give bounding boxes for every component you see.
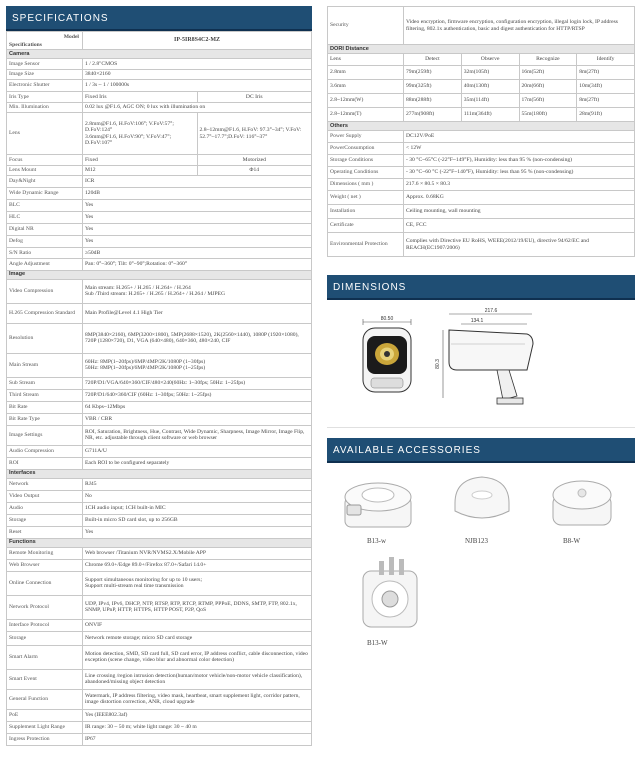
dori-cell: 2.8~12mm(T)	[328, 108, 404, 122]
spec-value: < 12W	[404, 143, 635, 155]
dori-cell: 55m(180ft)	[519, 108, 577, 122]
dori-header-cell: Recognize	[519, 54, 577, 66]
spec-value: Web browser /Titanium NVR/NVMS2.X/Mobile APP	[83, 547, 312, 559]
spec-key: Bit Rate	[7, 401, 83, 413]
spec-key: Ingress Protection	[7, 733, 83, 745]
spec-value: CE, FCC	[404, 219, 635, 233]
spec-key: Main Stream	[7, 353, 83, 377]
specifications-table-continued	[327, 6, 635, 257]
spec-key: Smart Event	[7, 669, 83, 689]
spec-value: Built-in micro SD card slot, up to 256GB	[83, 514, 312, 526]
interfaces-group: Interfaces	[7, 469, 312, 478]
spec-value: - 30 °C~65°C (-22°F~149°F), Humidity: less than 95 % (non-condensing)	[404, 155, 635, 167]
spec-value: 1 / 3s ~ 1 / 100000s	[83, 80, 312, 92]
spec-key: Interface Protocol	[7, 619, 83, 631]
spec-value: ONVIF	[83, 619, 312, 631]
spec-value: Complies with Directive EU RoHS, WEEE(2012/19/EU), directive 94/62/EC and REACH(EC1907/2006)	[404, 233, 635, 257]
spec-key: Image Sensor	[7, 59, 83, 70]
spec-key: General Function	[7, 689, 83, 709]
spec-key: Certificate	[328, 219, 404, 233]
spec-key: Lens Mount	[7, 165, 83, 176]
spec-key: Resolution	[7, 323, 83, 353]
model-row	[7, 32, 312, 50]
accessory-b13-w-side	[355, 557, 425, 636]
spec-key: Weight ( net )	[328, 191, 404, 205]
spec-key: PowerConsumption	[328, 143, 404, 155]
spec-key: Bit Rate Type	[7, 413, 83, 425]
spec-value: Fixed Iris	[83, 92, 198, 103]
spec-key: HLC	[7, 212, 83, 224]
specifications-header: SPECIFICATIONS	[6, 6, 312, 31]
spec-key: S/N Ratio	[7, 248, 83, 259]
spec-value: RJ45	[83, 478, 312, 490]
spec-value: Yes	[83, 526, 312, 538]
spec-value: Φ14	[197, 165, 312, 176]
spec-value: Pan: 0°~360°; Tilt: 0°~90°;Rotation: 0°~360°	[83, 258, 312, 270]
dori-cell: 20m(66ft)	[519, 80, 577, 94]
spec-value: Support multi-stream real time transmission	[85, 583, 184, 589]
accessory-b8-w	[549, 475, 615, 538]
dori-cell: 2.8mm	[328, 66, 404, 80]
spec-value: ICR	[83, 176, 312, 188]
dori-row	[328, 66, 635, 80]
dori-cell: 40m(130ft)	[461, 80, 519, 94]
dori-cell: 17m(56ft)	[519, 94, 577, 108]
spec-key: Online Connection	[7, 571, 83, 595]
dimensions-header: DIMENSIONS	[327, 275, 635, 300]
camera-group: Camera	[7, 50, 312, 59]
dori-row	[328, 94, 635, 108]
lens-value-a1: 2.8mm@F1.6, H.FoV:106°; V.FoV:57°; D.FoV:124°	[85, 120, 174, 134]
spec-value: Line crossing /region intrusion detection(human/motor vehicle/non-motor vehicle classification), abandoned/missing object detection	[83, 669, 312, 689]
spec-key: Angle Adjustment	[7, 258, 83, 270]
spec-key: H.265 Compression Standard	[7, 303, 83, 323]
spec-key: Reset	[7, 526, 83, 538]
spec-value: 3840×2160	[83, 69, 312, 80]
others-group: Others	[328, 122, 635, 131]
spec-value: Yes	[83, 200, 312, 212]
specifications-table	[6, 31, 312, 746]
body-length-label: 134.1	[470, 318, 484, 324]
model-label: Model	[63, 34, 79, 40]
spec-label: Specifications	[9, 41, 42, 48]
spec-value: Network remote storage; micro SD card storage	[83, 631, 312, 645]
spec-value: Motorized	[197, 155, 312, 166]
spec-key: Operating Conditions	[328, 167, 404, 179]
accessories-panel	[327, 463, 635, 668]
spec-key: Focus	[7, 155, 83, 166]
dori-header-row	[328, 54, 635, 66]
spec-key: Storage Conditions	[328, 155, 404, 167]
dori-cell: 28m(91ft)	[577, 108, 635, 122]
spec-value: Video encryption, firmware encryption, configuration encryption, illegal login lock, IP address filtering, 802.1x authentication, basic and digest authentication for HTTP/RTSP	[404, 7, 635, 45]
spec-value: No	[83, 490, 312, 502]
spec-value: Support simultaneous monitoring for up to 10 users;	[85, 576, 202, 583]
accessory-njb123	[451, 473, 513, 534]
accessory-b13-w-top	[343, 475, 415, 538]
spec-key: Installation	[328, 205, 404, 219]
spec-value: 60Hz: 8MP(1~20fps)/6MP/4MP/2K/1080P (1~30fps)	[85, 358, 206, 365]
spec-value: Fixed	[83, 155, 198, 166]
spec-value: Ceiling mounting, wall mounting	[404, 205, 635, 219]
camera-front-view	[363, 316, 411, 392]
dori-row	[328, 80, 635, 94]
spec-key: PoE	[7, 709, 83, 721]
dori-group: DORI Distance	[328, 45, 635, 54]
spec-key: Network Protocol	[7, 595, 83, 619]
spec-value: G711A/U	[83, 445, 312, 457]
spec-key: Lens	[7, 113, 83, 155]
dori-header-cell: Identify	[577, 54, 635, 66]
spec-value: IR range: 30 ~ 50 m; white light range: 30 ~ 40 m	[83, 721, 312, 733]
spec-key: Image Settings	[7, 425, 83, 445]
spec-value: Main stream: H.265+ / H.265 / H.264+ / H.264	[85, 284, 191, 291]
spec-value: DC12V/PoE	[404, 131, 635, 143]
spec-key: Environmental Protection	[328, 233, 404, 257]
spec-key: Digital NR	[7, 224, 83, 236]
spec-value: Sub /Third stream: H.265+ / H.265 / H.264+ / H.264 / MJPEG	[85, 291, 226, 297]
spec-key: Wide Dynamic Range	[7, 188, 83, 200]
dori-cell: 2.8~12mm(W)	[328, 94, 404, 108]
dimensions-diagram	[327, 300, 635, 428]
dori-cell: 8m(27ft)	[577, 66, 635, 80]
spec-key: Web Browser	[7, 559, 83, 571]
spec-key: Remote Monitoring	[7, 547, 83, 559]
spec-value: ROI, Saturation, Brightness, Hue, Contrast, Wide Dynamic, Sharpness, Image Mirror, Image Flip, NR, etc. adjustable through client software or web browser	[83, 425, 312, 445]
spec-value: VBR / CBR	[83, 413, 312, 425]
functions-group: Functions	[7, 538, 312, 547]
spec-key: Video Compression	[7, 279, 83, 303]
spec-key: Security	[328, 7, 404, 45]
junction-box-icon	[355, 557, 425, 631]
accessory-label: NJB123	[465, 537, 488, 545]
dori-header-cell: Observe	[461, 54, 519, 66]
junction-box-icon	[549, 475, 615, 533]
spec-value: Chrome 69.0+/Edge 89.0+/Firefox 87.0+/Safari 14.0+	[83, 559, 312, 571]
spec-value: Yes (IEEE802.3af)	[83, 709, 312, 721]
spec-key: Storage	[7, 514, 83, 526]
spec-key: Power Supply	[328, 131, 404, 143]
front-width-label: 80.50	[380, 316, 394, 322]
dori-cell: 3.6mm	[328, 80, 404, 94]
spec-key: Min. Illumination	[7, 102, 83, 113]
spec-value: 1 / 2.8"CMOS	[83, 59, 312, 70]
right-column	[327, 6, 635, 668]
spec-value: ≥50dB	[83, 248, 312, 259]
spec-key: Audio Compression	[7, 445, 83, 457]
spec-value: IP67	[83, 733, 312, 745]
accessory-label: B8-W	[563, 537, 581, 545]
spec-value: Each ROI to be configured separately	[83, 457, 312, 469]
spec-value: Approx. 0.68KG	[404, 191, 635, 205]
dimensions-drawing	[327, 300, 635, 428]
spec-key: Image Size	[7, 69, 83, 80]
dori-cell: 111m(364ft)	[461, 108, 519, 122]
spec-key: Defog	[7, 236, 83, 248]
length-label: 217.6	[484, 308, 498, 314]
spec-value: - 30 °C~60 °C (-22°F~140°F), Humidity: less than 95 % (non-condensing)	[404, 167, 635, 179]
spec-key: Electronic Shutter	[7, 80, 83, 92]
accessory-label: B13-W	[367, 639, 388, 647]
dori-cell: 277m(908ft)	[404, 108, 462, 122]
spec-value: Main Profile@Level 4.1 High Tier	[83, 303, 312, 323]
accessories-header: AVAILABLE ACCESSORIES	[327, 438, 635, 463]
spec-value: DC Iris	[197, 92, 312, 103]
spec-value: Yes	[83, 212, 312, 224]
image-group: Image	[7, 270, 312, 279]
spec-key: Iris Type	[7, 92, 83, 103]
spec-key: Audio	[7, 502, 83, 514]
dori-cell: 8m(27ft)	[577, 94, 635, 108]
spec-key: Third Stream	[7, 389, 83, 401]
dori-cell: 79m(259ft)	[404, 66, 462, 80]
spec-key: Dimensions ( mm )	[328, 179, 404, 191]
dori-cell: 99m(325ft)	[404, 80, 462, 94]
spec-key: ROI	[7, 457, 83, 469]
junction-box-icon	[343, 475, 415, 533]
height-label: 80.3	[435, 359, 441, 369]
dori-header-cell: Lens	[328, 54, 404, 66]
dori-header-cell: Detect	[404, 54, 462, 66]
dori-cell: 32m(105ft)	[461, 66, 519, 80]
dori-cell: 16m(52ft)	[519, 66, 577, 80]
spec-value: Motion detection, SMD, SD card full, SD card error, IP address conflict, cable disconnection, video exception (scene change, video blur and abnormal color detection)	[83, 645, 312, 669]
spec-value: 1CH audio input; 1CH built-in MIC	[83, 502, 312, 514]
spec-value: 120dB	[83, 188, 312, 200]
spec-value: 8MP(3840×2160), 6MP(3200×1800), 5MP(2688×1520), 2K(2560×1440), 1080P (1920×1080), 720P (1280×720), D1, VGA (640×480), 640×360, 480×240, CIF	[83, 323, 312, 353]
spec-key: Day&Night	[7, 176, 83, 188]
dori-cell: 10m(34ft)	[577, 80, 635, 94]
spec-value: Yes	[83, 224, 312, 236]
spec-key: Storage	[7, 631, 83, 645]
spec-key: Video Output	[7, 490, 83, 502]
model-value: IP-5IR8S4C2-MZ	[83, 32, 312, 50]
lens-value-a2: 3.6mm@F1.6, H.FoV:90°; V.FoV:47°; D.FoV:107°	[85, 133, 172, 146]
spec-value: Watermark, IP address filtering, video mask, heartbeat, smart supplement light, corridor pattern, image distortion correction, ANR, cloud upgrade	[83, 689, 312, 709]
mount-base-icon	[451, 473, 513, 529]
spec-key: Network	[7, 478, 83, 490]
spec-value: 720P/D1/640×360/CIF (60Hz: 1~30fps; 50Hz: 1~25fps)	[83, 389, 312, 401]
spec-value: 0.02 lux @F1.6, AGC ON; 0 lux with illumination on	[83, 102, 312, 113]
lens-value-b: 2.8~12mm@F1.6, H.FoV: 97.3°~34°; V.FoV: 52.7°~17.7°;D.FoV: 116°~37°	[197, 113, 312, 155]
spec-value: UDP, IPv4, IPv6, DHCP, NTP, RTSP, RTP, RTCP, RTMP, PPPoE, DDNS, SMTP, FTP, 802.1x, SNMP, UPnP, HTTP, HTTPS, HTTP POST, P2P, QoS	[83, 595, 312, 619]
spec-value: 64 Kbps~12Mbps	[83, 401, 312, 413]
camera-side-view	[435, 308, 533, 404]
spec-value: 50Hz: 8MP(1~20fps)/6MP/4MP/2K/1080P (1~25fps)	[85, 365, 206, 371]
accessory-label: B13-w	[367, 537, 387, 545]
dori-cell: 35m(114ft)	[461, 94, 519, 108]
dori-cell: 88m(288ft)	[404, 94, 462, 108]
spec-value: 217.6 × 80.5 × 80.3	[404, 179, 635, 191]
spec-key: Smart Alarm	[7, 645, 83, 669]
dori-row	[328, 108, 635, 122]
spec-key: BLC	[7, 200, 83, 212]
spec-key: Sub Stream	[7, 377, 83, 389]
spec-value: Yes	[83, 236, 312, 248]
spec-value: M12	[83, 165, 198, 176]
specifications-column	[6, 6, 312, 746]
spec-key: Supplement Light Range	[7, 721, 83, 733]
spec-value: 720P/D1/VGA/640×360/CIF/480×240(60Hz: 1~30fps; 50Hz: 1~25fps)	[83, 377, 312, 389]
